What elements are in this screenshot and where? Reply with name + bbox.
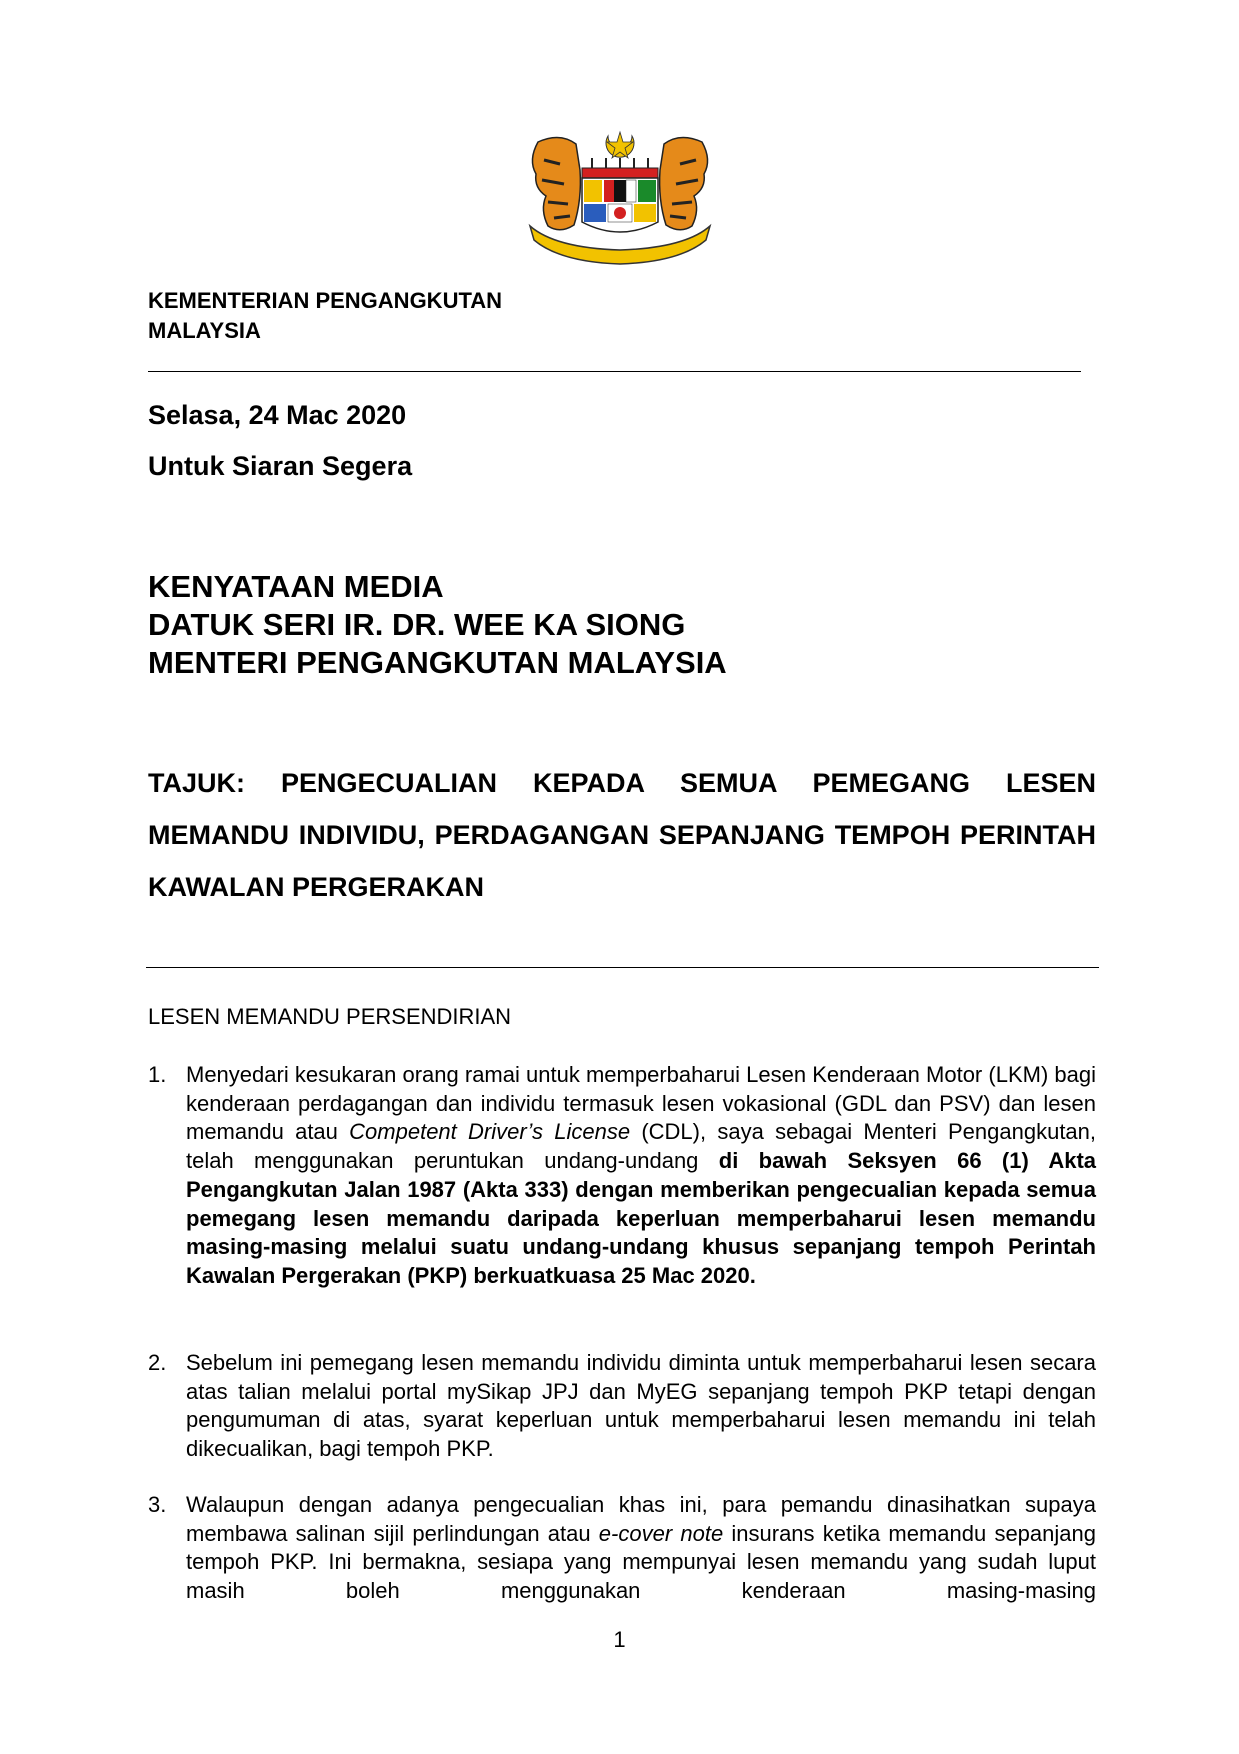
paragraph-text: Sebelum ini pemegang lesen memandu individu diminta untuk memperbaharui lesen secara atas talian melalui portal mySikap JPJ dan MyEG sepanjang tempoh PKP tetapi dengan pengumuman di atas, syarat keperluan untuk memperbaharui lesen memandu ini telah dikecualikan, bagi tempoh PKP. xyxy=(186,1350,1096,1462)
header-divider xyxy=(148,371,1081,372)
section-heading: LESEN MEMANDU PERSENDIRIAN xyxy=(148,1004,512,1029)
paragraph-text xyxy=(186,1491,1096,1606)
paragraph-number: 3. xyxy=(148,1492,167,1517)
malaysia-coat-of-arms-icon xyxy=(520,130,720,268)
paragraph-text-part: Menyedari kesukaran orang ramai untuk memperbaharui Lesen Kenderaan Motor (LKM) bagi kenderaan perdagangan dan individu termasuk lesen vokasional (GDL dan PSV) dan lesen memandu atau xyxy=(186,1062,1096,1145)
ministry-line2: MALAYSIA xyxy=(148,318,261,343)
title-line1: KENYATAAN MEDIA xyxy=(148,569,444,604)
release-status: Untuk Siaran Segera xyxy=(148,451,413,481)
paragraph-3 xyxy=(148,1491,1096,1606)
release-date: Selasa, 24 Mac 2020 xyxy=(148,400,407,430)
page-number: 1 xyxy=(613,1627,626,1652)
paragraph-text-part: (CDL), saya sebagai Menteri Pengangkutan, telah menggunakan peruntukan undang-undang xyxy=(186,1119,1097,1174)
paragraph-text xyxy=(186,1061,1096,1291)
paragraph-1 xyxy=(148,1061,1096,1291)
statement-subject: TAJUK: PENGECUALIAN KEPADA SEMUA PEMEGANG LESEN MEMANDU INDIVIDU, PERDAGANGAN SEPANJANG TEMPOH PERINTAH KAWALAN PERGERAKAN xyxy=(148,768,1096,902)
paragraph-text-part: Walaupun dengan adanya pengecualian khas ini, para pemandu dinasihatkan supaya membawa salinan sijil perlindungan atau xyxy=(186,1492,1096,1546)
paragraph-bold-text: di bawah Seksyen 66 (1) Akta Pengangkutan Jalan 1987 (Akta 333) dengan memberikan pengecualian kepada semua pemegang lesen memandu daripada keperluan memperbaharui lesen memandu masing-masing melalui suatu undang-undang khusus sepanjang tempoh Perintah Kawalan Pergerakan (PKP) berkuatkuasa 25 Mac 2020. xyxy=(186,1148,1096,1288)
ministry-name xyxy=(148,286,502,346)
paragraph-number: 1. xyxy=(148,1062,167,1087)
paragraph-italic-text: Competent Driver’s License xyxy=(349,1119,631,1145)
paragraph-number: 2. xyxy=(148,1350,167,1375)
subject-divider xyxy=(146,967,1099,968)
statement-title xyxy=(148,568,727,682)
paragraph-italic-text: e-cover note xyxy=(598,1520,724,1546)
paragraph-text-part: insurans ketika memandu sepanjang tempoh PKP. Ini bermakna, sesiapa yang mempunyai lesen memandu yang sudah luput masih boleh menggunakan kenderaan masing-masing xyxy=(186,1520,1096,1604)
title-line2: DATUK SERI IR. DR. WEE KA SIONG xyxy=(148,607,686,642)
title-line3: MENTERI PENGANGKUTAN MALAYSIA xyxy=(148,645,727,680)
ministry-line1: KEMENTERIAN PENGANGKUTAN xyxy=(148,288,503,313)
paragraph-2 xyxy=(148,1349,1096,1464)
